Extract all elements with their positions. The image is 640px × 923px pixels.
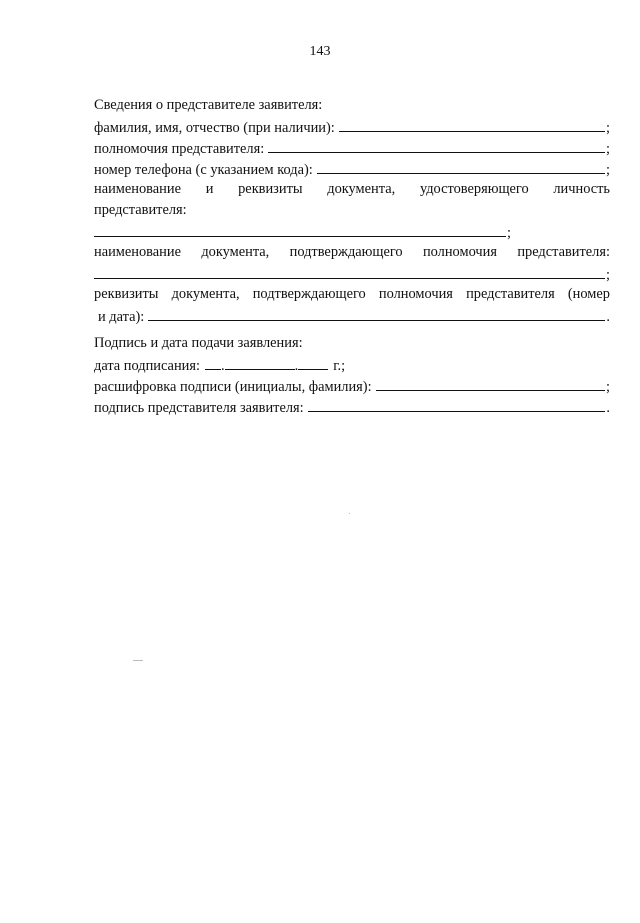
signing-year-blank[interactable] [298,354,328,370]
phone-label: номер телефона (с указанием кода): [94,162,313,178]
id-document-blank-row [94,221,610,242]
id-doc-word: документа, [327,181,396,197]
signature-section [94,333,610,417]
authority-document-row [94,242,610,263]
authority-details-period: . [606,309,610,325]
authority-details-word: подтверждающего [252,286,366,302]
authority-details-blank[interactable] [148,305,605,321]
id-doc-continuation-label: представителя: [94,202,187,218]
signature-decoding-row [94,375,610,396]
id-doc-word: реквизиты [238,181,303,197]
authority-details-row [94,284,610,305]
phone-semicolon: ; [606,162,610,178]
representative-signature-row [94,396,610,417]
id-document-semicolon: ; [507,225,511,241]
signing-month-blank[interactable] [225,354,295,370]
phone-row [94,158,610,179]
representative-signature-period: . [606,400,610,416]
signing-date-label: дата подписания: [94,358,200,374]
representative-signature-label: подпись представителя заявителя: [94,400,304,416]
signing-date-dot: . [294,358,299,374]
id-doc-word: личность [553,181,610,197]
id-document-row [94,179,610,200]
authority-document-blank-row [94,263,610,284]
authority-row [94,137,610,158]
authority-document-blank[interactable] [94,263,605,279]
full-name-blank[interactable] [339,116,605,132]
page-number: 143 [309,44,331,59]
representative-heading: Сведения о представителе заявителя: [94,97,323,113]
phone-blank[interactable] [317,158,605,174]
authority-details-word: полномочия [378,286,453,302]
authority-details-blank-row [94,305,610,326]
signing-day-blank[interactable] [205,354,221,370]
authority-doc-word: представителя: [517,244,610,260]
id-document-continuation [94,200,610,221]
authority-doc-word: документа, [201,244,270,260]
signature-heading: Подпись и дата подачи заявления: [94,335,303,351]
authority-details-word: представителя [466,286,555,302]
authority-doc-word: полномочия [422,244,497,260]
authority-details-word: реквизиты [94,286,159,302]
authority-document-semicolon: ; [606,267,610,283]
authority-doc-word: наименование [94,244,181,260]
authority-doc-word: подтверждающего [289,244,403,260]
representative-section [94,95,610,326]
authority-details-word: документа, [171,286,240,302]
id-doc-word: удостоверяющего [419,181,529,197]
scan-speck [133,660,143,661]
signature-heading-line [94,333,610,354]
id-document-blank[interactable] [94,221,506,237]
id-doc-word: и [205,181,214,197]
signing-date-year-suffix: г.; [333,358,346,374]
full-name-label: фамилия, имя, отчество (при наличии): [94,120,335,136]
scan-speck [349,513,350,514]
signature-decoding-label: расшифровка подписи (инициалы, фамилия): [94,379,372,395]
authority-label: полномочия представителя: [94,141,265,157]
full-name-semicolon: ; [606,120,610,136]
signature-decoding-blank[interactable] [376,375,605,391]
authority-details-word: (номер [567,286,610,302]
representative-signature-blank[interactable] [308,396,606,412]
representative-heading-line [94,95,610,116]
id-doc-word: наименование [94,181,181,197]
signing-date-dot: . [220,358,225,374]
authority-semicolon: ; [606,141,610,157]
authority-details-continuation: и дата): [98,309,145,325]
signature-decoding-semicolon: ; [606,379,610,395]
full-name-row [94,116,610,137]
authority-blank[interactable] [268,137,605,153]
signing-date-row [94,354,610,375]
